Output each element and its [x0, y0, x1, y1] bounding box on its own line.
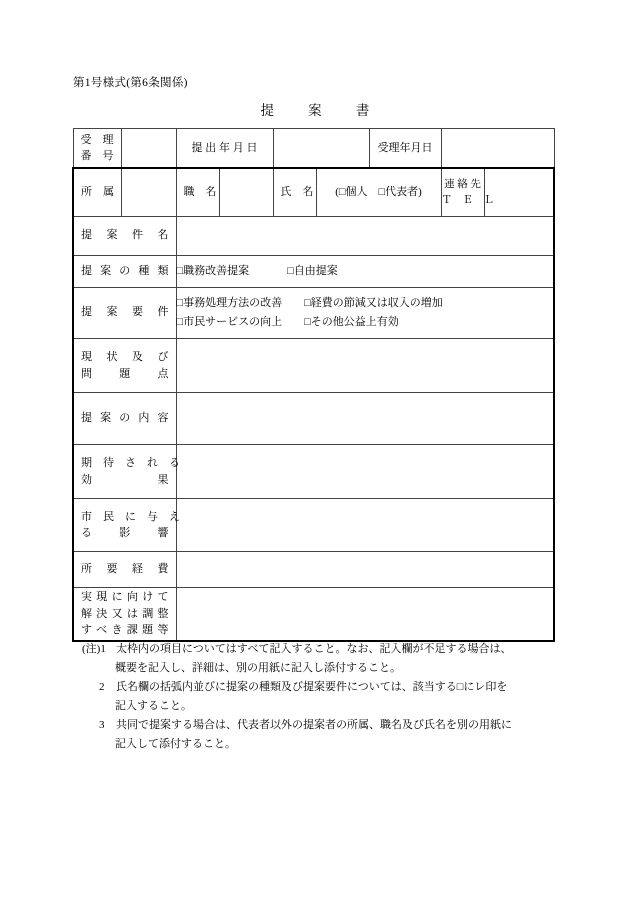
page-title-char-1: 提 — [260, 103, 275, 118]
current-situation-label: 現 状 及 び 問 題 点 — [73, 339, 176, 393]
proposal-content-label: 提案の内容 — [73, 393, 176, 445]
issues-to-resolve-label: 実現に向けて 解決又は調整 すべき課題等 — [73, 588, 176, 642]
acceptance-date-label: 受理年月日 — [369, 129, 441, 169]
table-row-proposal-type — [73, 256, 554, 288]
page-title — [0, 99, 630, 119]
table-row-submitter — [73, 168, 554, 217]
note-1-text-line-2: 概要を記入し、詳細は、別の用紙に記入し添付すること。 — [115, 661, 401, 674]
citizen-impact-label: 市 民 に 与 え る 影 響 — [73, 499, 176, 552]
note-3-text-line-1: 共同で提案する場合は、代表者以外の提案者の所属、職名及び氏名を別の用紙に — [116, 718, 512, 731]
table-row-proposal-content — [73, 393, 554, 445]
notes-prefix: (注) — [82, 643, 101, 655]
table-row-expected-effect — [73, 445, 554, 499]
checkbox-other-public-benefit[interactable]: □その他公益上有効 — [304, 316, 399, 328]
form-number-label: 第1号様式(第6条関係) — [73, 77, 188, 89]
affiliation-field[interactable] — [121, 168, 176, 217]
table-row-issues-to-resolve — [73, 588, 554, 642]
checkbox-cost-reduction-or-revenue-increase[interactable]: □経費の節減又は収入の増加 — [304, 296, 443, 309]
required-cost-label: 所要経費 — [73, 552, 176, 588]
table-row-citizen-impact — [73, 499, 554, 552]
contact-tel-field[interactable] — [484, 168, 554, 217]
proposal-content-field[interactable] — [176, 393, 554, 445]
note-item-3-line-1 — [82, 716, 562, 735]
table-row-receipt — [73, 129, 554, 169]
acceptance-date-field[interactable] — [441, 129, 554, 169]
proposal-type-label: 提案の種類 — [73, 256, 176, 288]
proposal-title-field[interactable] — [176, 217, 554, 256]
note-3-text-line-2: 記入して添付すること。 — [115, 737, 236, 750]
citizen-impact-field[interactable] — [176, 499, 554, 552]
expected-effect-field[interactable] — [176, 445, 554, 499]
page-title-char-3: 書 — [355, 103, 370, 118]
submission-date-field[interactable] — [273, 129, 369, 169]
note-item-3-line-2 — [82, 735, 562, 754]
checkbox-office-process-improvement[interactable]: □事務処理方法の改善 — [176, 296, 283, 309]
table-row-proposal-title — [73, 217, 554, 256]
checkbox-citizen-service-improvement[interactable]: □市民サービスの向上 — [176, 316, 283, 328]
issues-to-resolve-field[interactable] — [176, 588, 554, 642]
checkbox-job-improvement-proposal[interactable]: □職務改善提案 — [176, 264, 250, 277]
table-row-required-cost — [73, 552, 554, 588]
note-2-text-line-2: 記入すること。 — [115, 699, 192, 712]
note-item-2-line-1 — [82, 678, 562, 697]
receipt-number-label: 受 理 番 号 — [73, 129, 121, 169]
receipt-number-field[interactable] — [121, 129, 176, 169]
table-row-proposal-requirements — [73, 288, 554, 339]
note-number-3: 3 — [99, 718, 105, 731]
checkbox-free-proposal[interactable]: □自由提案 — [287, 264, 338, 277]
expected-effect-label: 期 待 さ れ る 効 果 — [73, 445, 176, 499]
note-2-text-line-1: 氏名欄の括弧内並びに提案の種類及び提案要件については、該当する□にレ印を — [116, 680, 508, 693]
name-label: 氏 名 — [273, 168, 316, 217]
proposal-title-label: 提案件名 — [73, 217, 176, 256]
note-item-2-line-2 — [82, 697, 562, 716]
proposal-form-table — [72, 128, 555, 642]
affiliation-label: 所 属 — [73, 168, 121, 217]
contact-tel-label: 連 絡 先 Ｔ Ｅ Ｌ — [441, 168, 484, 217]
proposal-requirements-label: 提案要件 — [73, 288, 176, 339]
table-row-current-situation — [73, 339, 554, 393]
job-title-label: 職 名 — [176, 168, 219, 217]
form-notes — [82, 640, 562, 753]
note-number-2: 2 — [99, 680, 105, 693]
note-item-1-line-2 — [82, 659, 562, 678]
name-type-checkbox-note[interactable]: (□個人 □代表者) — [316, 168, 441, 217]
proposal-type-options — [176, 256, 554, 288]
note-number-1: 1 — [100, 643, 106, 655]
proposal-requirements-options — [176, 288, 554, 339]
page-title-char-2: 案 — [308, 103, 322, 118]
job-title-field[interactable] — [219, 168, 273, 217]
required-cost-field[interactable] — [176, 552, 554, 588]
note-1-text-line-1: 太枠内の項目についてはすべて記入すること。なお、記入欄が不足する場合は、 — [116, 643, 512, 655]
submission-date-label: 提 出 年 月 日 — [176, 129, 273, 169]
current-situation-field[interactable] — [176, 339, 554, 393]
note-item-1-line-1 — [82, 640, 562, 659]
